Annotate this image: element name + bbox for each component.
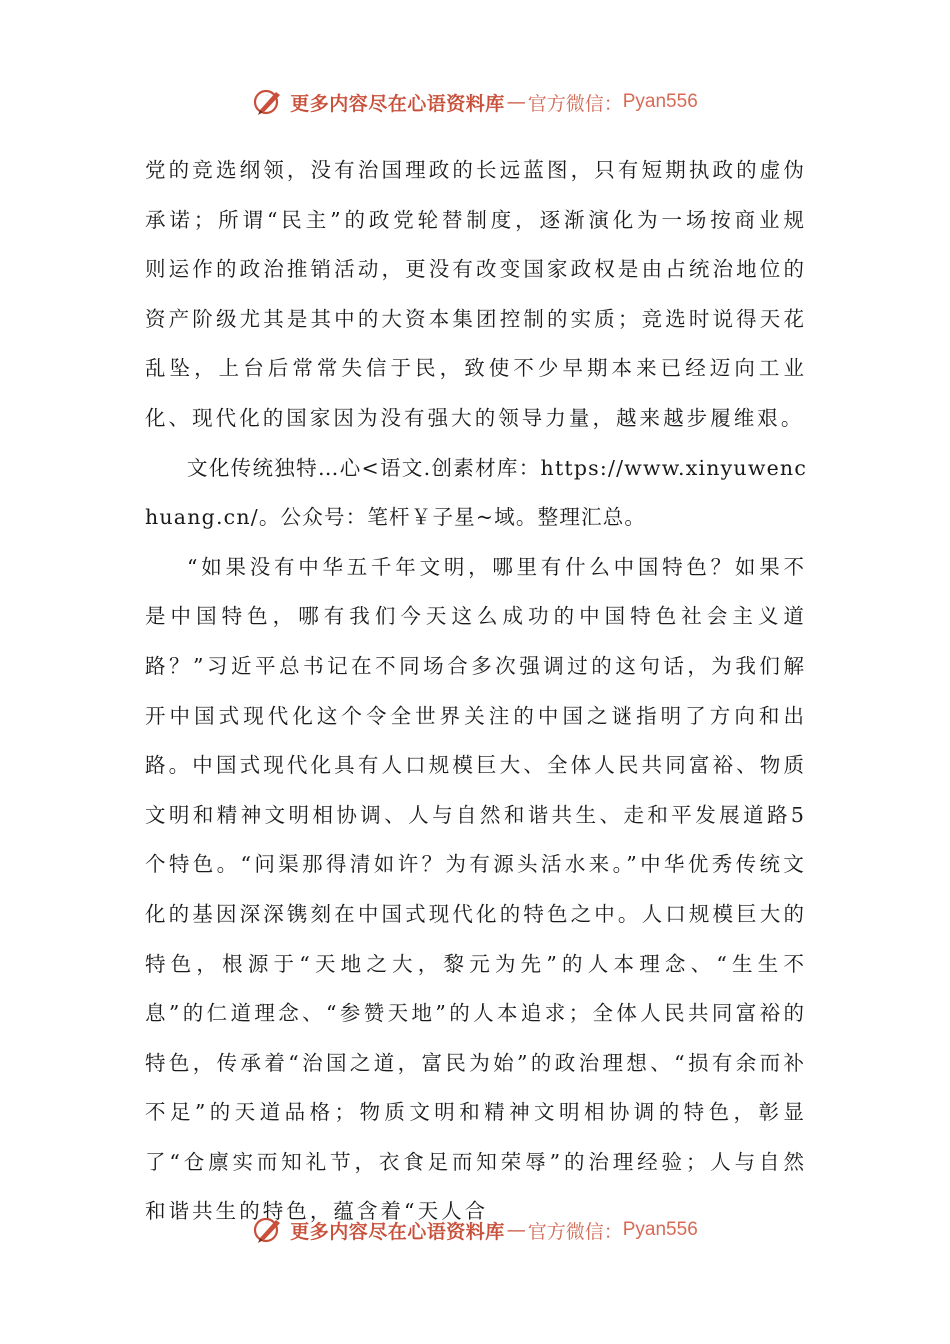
pen-circle-logo-icon bbox=[252, 1214, 284, 1246]
paragraph-source-note: 文化传统独特…心<语文.创素材库：https://www.xinyuwenchuang.cn/。公众号：笔杆￥子星~域。整理汇总。 bbox=[145, 455, 807, 530]
watermark-label: 官方微信： bbox=[527, 92, 623, 115]
watermark-label: 官方微信： bbox=[527, 1220, 623, 1243]
watermark-wechat-id: Pyan556 bbox=[622, 91, 698, 112]
watermark-wechat-id: Pyan556 bbox=[622, 1219, 698, 1240]
watermark-title: 更多内容尽在心语资料库 bbox=[290, 1220, 505, 1243]
paragraph: “如果没有中华五千年文明，哪里有什么中国特色？如果不是中国特色，哪有我们今天这么成功的中国特色社会主义道路？”习近平总书记在不同场合多次强调过的这句话，为我们解开中国式现代化这个令全世界关注的中国之谜指明了方向和出路。中国式现代化具有人口规模巨大、全体人民共同富裕、物质文明和精神文明相协调、人与自然和谐共生、走和平发展道路5个特色。“问渠那得清如许？为有源头活水来。”中华优秀传统文化的基因深深镌刻在中国式现代化的特色之中。人口规模巨大的特色，根源于“天地之大，黎元为先”的人本理念、“生生不息”的仁道理念、“参赞天地”的人本追求；全体人民共同富裕的特色，传承着“治国之道，富民为始”的政治理想、“损有余而补不足”的天道品格；物质文明和精神文明相协调的特色，彰显了“仓廪实而知礼节，衣食足而知荣辱”的治理经验；人与自然和谐共生的特色，蕴含着“天人合 bbox=[145, 554, 807, 1224]
watermark-dash: — bbox=[506, 91, 526, 113]
watermark-title: 更多内容尽在心语资料库 bbox=[290, 92, 505, 115]
header-watermark bbox=[0, 82, 950, 122]
footer-watermark bbox=[0, 1210, 950, 1250]
watermark-dash: — bbox=[506, 1219, 526, 1241]
document-body bbox=[145, 146, 807, 1237]
pen-circle-logo-icon bbox=[252, 86, 284, 118]
paragraph: 党的竞选纲领，没有治国理政的长远蓝图，只有短期执政的虚伪承诺；所谓“民主”的政党轮替制度，逐渐演化为一场按商业规则运作的政治推销活动，更没有改变国家政权是由占统治地位的资产阶级尤其是其中的大资本集团控制的实质；竞选时说得天花乱坠，上台后常常失信于民，致使不少早期本来已经迈向工业化、现代化的国家因为没有强大的领导力量，越来越步履维艰。 bbox=[145, 158, 807, 430]
